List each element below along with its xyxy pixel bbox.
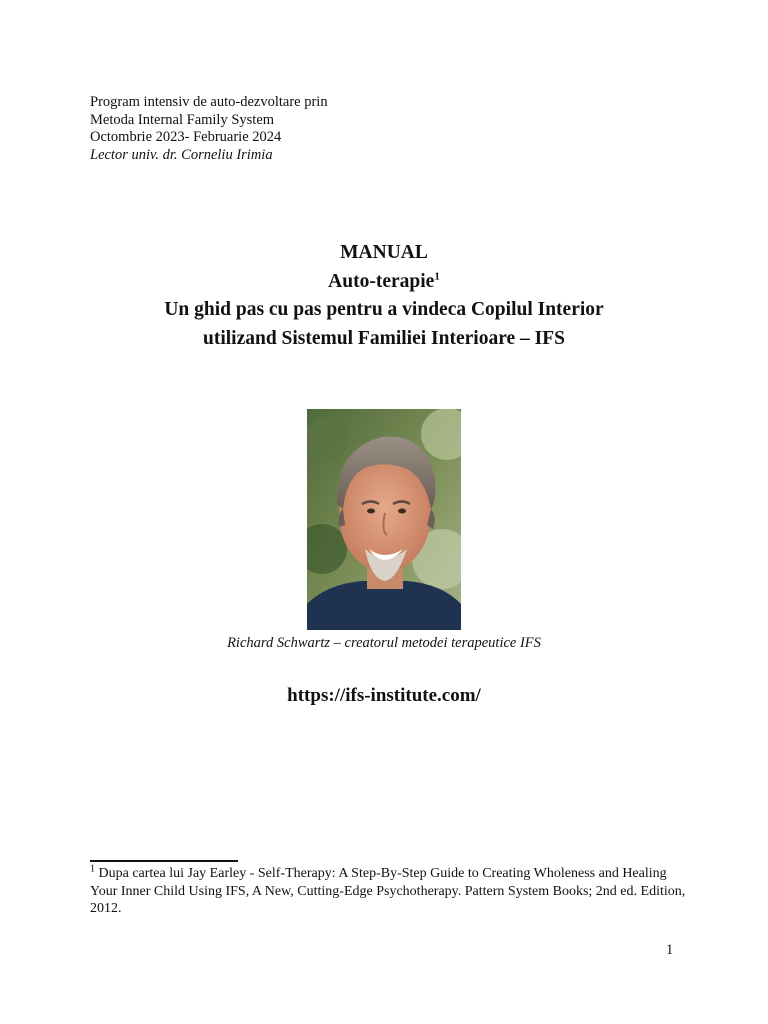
- subtitle-line-2: utilizand Sistemul Familiei Interioare – IFS: [202, 327, 565, 349]
- subtitle-line-1: Un ghid pas cu pas pentru a vindeca Copilul Interior: [164, 299, 604, 320]
- page-number: 1: [666, 942, 674, 958]
- footnote: [90, 865, 690, 918]
- title-manual: MANUAL: [340, 242, 428, 263]
- footnote-divider: [90, 860, 238, 862]
- program-header: [90, 94, 328, 164]
- photo-caption: Richard Schwartz – creatorul metodei terapeutice IFS: [227, 635, 541, 651]
- footnote-mark: 1: [90, 863, 95, 875]
- title-auto-terapie: [0, 268, 768, 297]
- author-portrait-photo: [307, 409, 461, 630]
- institute-url[interactable]: https://ifs-institute.com/: [287, 685, 481, 706]
- title-auto-terapie-text: Auto-terapie: [328, 270, 435, 292]
- footnote-text: Dupa cartea lui Jay Earley - Self-Therapy: A Step-By-Step Guide to Creating Wholeness and Healing Your Inner Child Using IFS, A New, Cutting-Edge Psychotherapy. Pattern System Books; 2nd ed. Edition, 2012.: [90, 866, 686, 916]
- method-name-line: Metoda Internal Family System: [90, 111, 275, 128]
- title-footnote-mark: 1: [434, 270, 440, 282]
- lecturer-line: Lector univ. dr. Corneliu Irimia: [90, 146, 273, 163]
- document-title: [0, 239, 768, 353]
- program-dates-line: Octombrie 2023- Februarie 2024: [90, 129, 282, 145]
- program-title-line: Program intensiv de auto-dezvoltare prin: [90, 94, 328, 110]
